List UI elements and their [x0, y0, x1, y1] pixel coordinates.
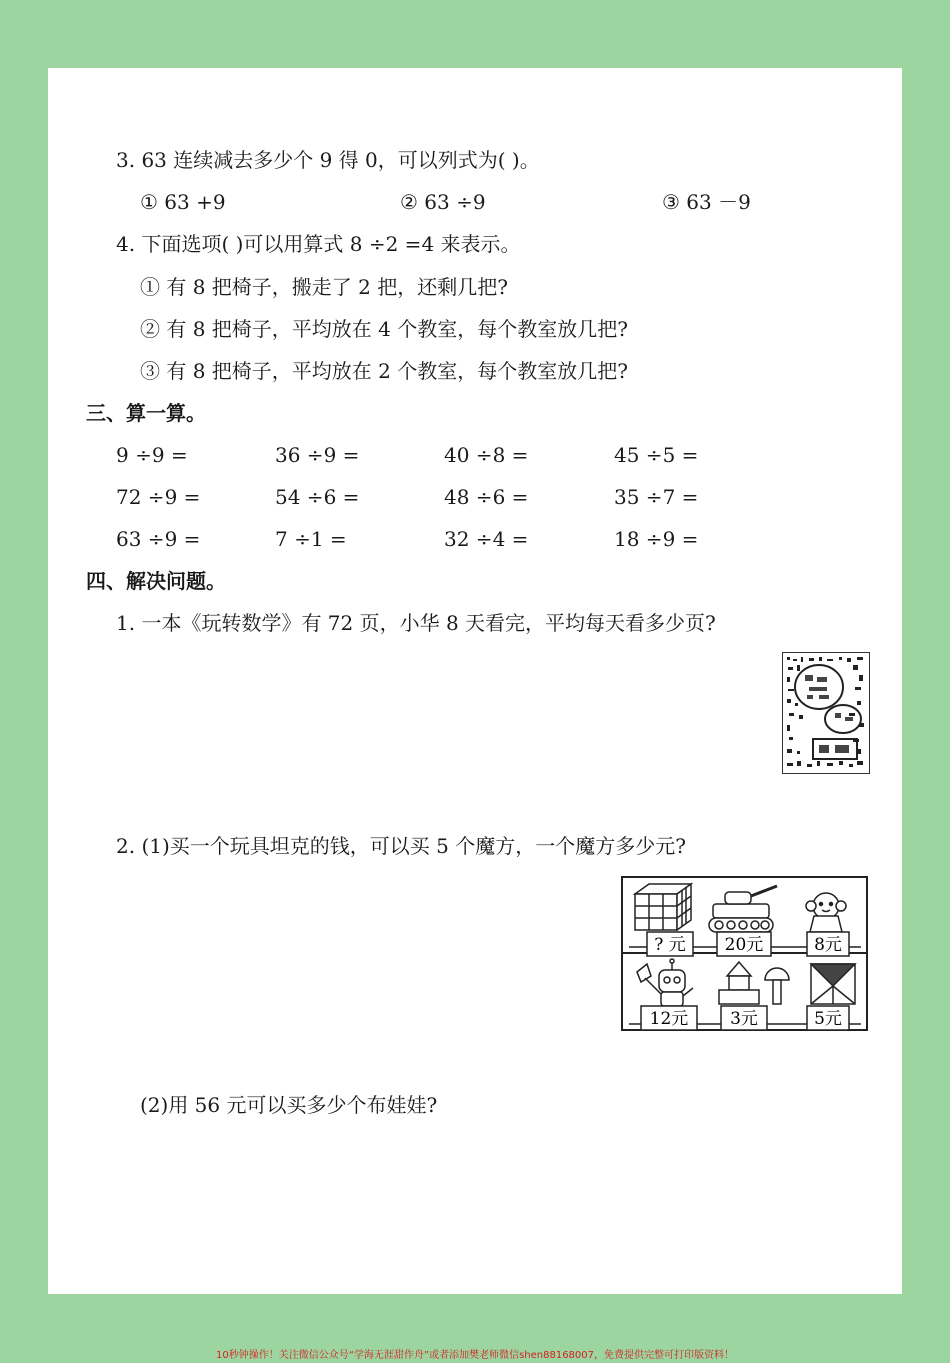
question-3-option-3: ③ 63 －9: [662, 190, 751, 214]
calc-item: 54 ÷6 =: [275, 485, 360, 509]
price-robot: 12元: [649, 1009, 689, 1029]
problem-1-text: 1. 一本《玩转数学》有 72 页，小华 8 天看完，平均每天看多少页?: [116, 611, 716, 635]
calc-item: 48 ÷6 =: [444, 485, 529, 509]
calc-item: 32 ÷4 =: [444, 527, 529, 551]
calc-item: 45 ÷5 =: [614, 443, 699, 467]
qr-code-icon: [783, 653, 869, 773]
toy-shelf-illustration: [621, 876, 868, 1031]
price-tank: 20元: [724, 935, 764, 955]
calc-item: 36 ÷9 =: [275, 443, 360, 467]
calc-item: 40 ÷8 =: [444, 443, 529, 467]
question-3-option-1: ① 63 +9: [140, 190, 226, 214]
tangram-icon: [811, 964, 855, 1004]
problem-2-part-2-text: (2)用 56 元可以买多少个布娃娃?: [140, 1093, 438, 1117]
calc-item: 18 ÷9 =: [614, 527, 699, 551]
price-blocks: 3元: [730, 1009, 758, 1029]
footer-promo-text: 10秒钟操作！关注微信公众号“学海无涯甜作舟”或者添加樊老师微信shen88168007，免费提供完整可打印版资料！: [215, 1350, 735, 1361]
calc-item: 63 ÷9 =: [116, 527, 201, 551]
question-4-text: 4. 下面选项( )可以用算式 8 ÷2 =4 来表示。: [116, 232, 521, 256]
qr-code-image: [782, 652, 870, 774]
calc-item: 7 ÷1 =: [275, 527, 347, 551]
section-4-title: 四、解决问题。: [86, 569, 226, 593]
price-tangram: 5元: [814, 1009, 842, 1029]
calc-item: 9 ÷9 =: [116, 443, 188, 467]
problem-2-part-1-text: 2. (1)买一个玩具坦克的钱，可以买 5 个魔方，一个魔方多少元?: [116, 834, 686, 858]
question-4-option-3: ③ 有 8 把椅子，平均放在 2 个教室，每个教室放几把?: [140, 359, 628, 383]
section-3-title: 三、算一算。: [86, 401, 206, 425]
question-3-text: 3. 63 连续减去多少个 9 得 0，可以列式为( )。: [116, 148, 540, 172]
question-4-option-1: ① 有 8 把椅子，搬走了 2 把，还剩几把?: [140, 275, 508, 299]
calc-item: 35 ÷7 =: [614, 485, 699, 509]
calc-item: 72 ÷9 =: [116, 485, 201, 509]
question-4-option-2: ② 有 8 把椅子，平均放在 4 个教室，每个教室放几把?: [140, 317, 628, 341]
price-rubiks-cube: ? 元: [654, 935, 686, 955]
question-3-option-2: ② 63 ÷9: [400, 190, 486, 214]
price-doll: 8元: [814, 935, 842, 955]
rubiks-cube-icon: [635, 884, 691, 930]
